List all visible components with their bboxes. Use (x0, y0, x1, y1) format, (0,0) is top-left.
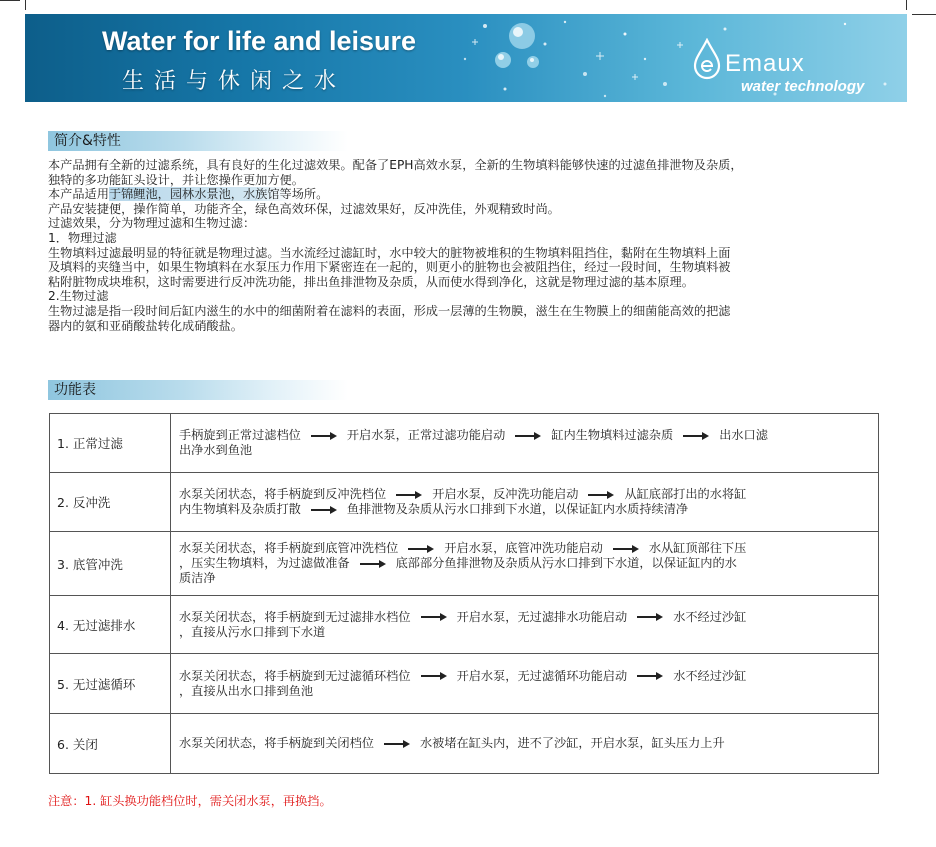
brand-name: Emaux (725, 50, 805, 77)
intro-line: 及填料的夹缝当中，如果生物填料在水泵压力作用下紧密连在一起的，则更小的脏物也会被阻挡住，经过一段时间，生物填料被 (48, 260, 731, 275)
water-drop-icon (691, 38, 725, 82)
table-row (50, 596, 879, 654)
function-name: 4. 无过滤排水 (50, 596, 171, 654)
table-row (50, 473, 879, 532)
function-table-heading: 功能表 (48, 380, 348, 400)
arrow-right-icon (637, 613, 663, 621)
crop-mark (906, 0, 907, 10)
arrow-right-icon (588, 491, 614, 499)
intro-line: 本产品拥有全新的过滤系统，具有良好的生化过滤效果。配备了EPH高效水泵，全新的生物填料能够快速的过滤鱼排泄物及杂质， (48, 158, 743, 172)
brand-subtitle: water technology (741, 78, 865, 95)
highlight: 于锦鲤池，园林水景池，水族馆等 (108, 187, 292, 202)
arrow-right-icon (515, 432, 541, 440)
intro-line: 过滤效果，分为物理过滤和生物过滤： (48, 216, 256, 231)
arrow-right-icon (384, 740, 410, 748)
intro-heading: 简介&特性 (48, 131, 348, 151)
function-name: 2. 反冲洗 (50, 473, 171, 532)
table-row (50, 654, 879, 714)
crop-mark (0, 0, 20, 1)
function-description: 水泵关闭状态，将手柄旋到关闭档位 水被堵在缸头内，进不了沙缸，开启水泵，缸头压力上升 (171, 714, 879, 774)
intro-line: 生物填料过滤最明显的特征就是物理过滤。当水流经过滤缸时，水中较大的脏物被堆积的生物填料阻挡住，黏附在生物填料上面 (48, 245, 731, 260)
intro-line: 产品安装捷便，操作简单，功能齐全，绿色高效环保，过滤效果好，反冲洗佳，外观精致时尚。 (48, 201, 560, 216)
warning-note: 注意：1. 缸头换功能档位时，需关闭水泵，再换挡。 (48, 794, 332, 808)
table-row (50, 532, 879, 596)
table-row (50, 414, 879, 473)
arrow-right-icon (311, 506, 337, 514)
arrow-right-icon (421, 672, 447, 680)
function-name: 6. 关闭 (50, 714, 171, 774)
function-table (49, 413, 879, 774)
intro-line: 粘附脏物成块堆积，这时需要进行反冲洗功能，排出鱼排泄物及杂质，从而使水得到净化，这就是物理过滤的基本原理。 (48, 274, 694, 289)
arrow-right-icon (637, 672, 663, 680)
crop-mark (912, 14, 936, 15)
arrow-right-icon (421, 613, 447, 621)
intro-text (48, 158, 878, 333)
function-description: 水泵关闭状态，将手柄旋到反冲洗档位 开启水泵，反冲洗功能启动 从缸底部打出的水将缸 内生物填料及杂质打散 鱼排泄物及杂质从污水口排到下水道，以保证缸内水质持续清净 (171, 473, 879, 532)
table-row (50, 714, 879, 774)
intro-line: 1．物理过滤 (48, 230, 117, 245)
crop-mark (25, 0, 26, 10)
header-banner (25, 14, 907, 102)
arrow-right-icon (311, 432, 337, 440)
intro-line: 2.生物过滤 (48, 289, 109, 304)
function-name: 1. 正常过滤 (50, 414, 171, 473)
function-name: 3. 底管冲洗 (50, 532, 171, 596)
function-name: 5. 无过滤循环 (50, 654, 171, 714)
banner-title-en: Water for life and leisure (102, 26, 417, 56)
banner-title-zh: 生活与休闲之水 (122, 69, 347, 94)
arrow-right-icon (408, 545, 434, 553)
function-description: 水泵关闭状态，将手柄旋到无过滤循环档位 开启水泵，无过滤循环功能启动 水不经过沙缸 ，直接从出水口排到鱼池 (171, 654, 879, 714)
function-description: 水泵关闭状态，将手柄旋到底管冲洗档位 开启水泵，底管冲洗功能启动 水从缸顶部往下压 ，压实生物填料，为过滤做准备 底部部分鱼排泄物及杂质从污水口排到下水道，以保证缸内的水 质洁净 (171, 532, 879, 596)
intro-line: 本产品适用于锦鲤池，园林水景池，水族馆等场所。 (48, 187, 329, 202)
intro-line: 器内的氨和亚硝酸盐转化成硝酸盐。 (48, 318, 243, 333)
emaux-logo (691, 38, 891, 98)
arrow-right-icon (683, 432, 709, 440)
arrow-right-icon (360, 560, 386, 568)
function-description: 手柄旋到正常过滤档位 开启水泵，正常过滤功能启动 缸内生物填料过滤杂质 出水口滤 出净水到鱼池 (171, 414, 879, 473)
intro-line: 生物过滤是指一段时间后缸内滋生的水中的细菌附着在滤料的表面，形成一层薄的生物膜，滋生在生物膜上的细菌能高效的把滤 (48, 303, 731, 318)
arrow-right-icon (613, 545, 639, 553)
arrow-right-icon (396, 491, 422, 499)
function-description: 水泵关闭状态，将手柄旋到无过滤排水档位 开启水泵，无过滤排水功能启动 水不经过沙缸 ，直接从污水口排到下水道 (171, 596, 879, 654)
intro-line: 独特的多功能缸头设计，并让您操作更加方便。 (48, 172, 304, 187)
